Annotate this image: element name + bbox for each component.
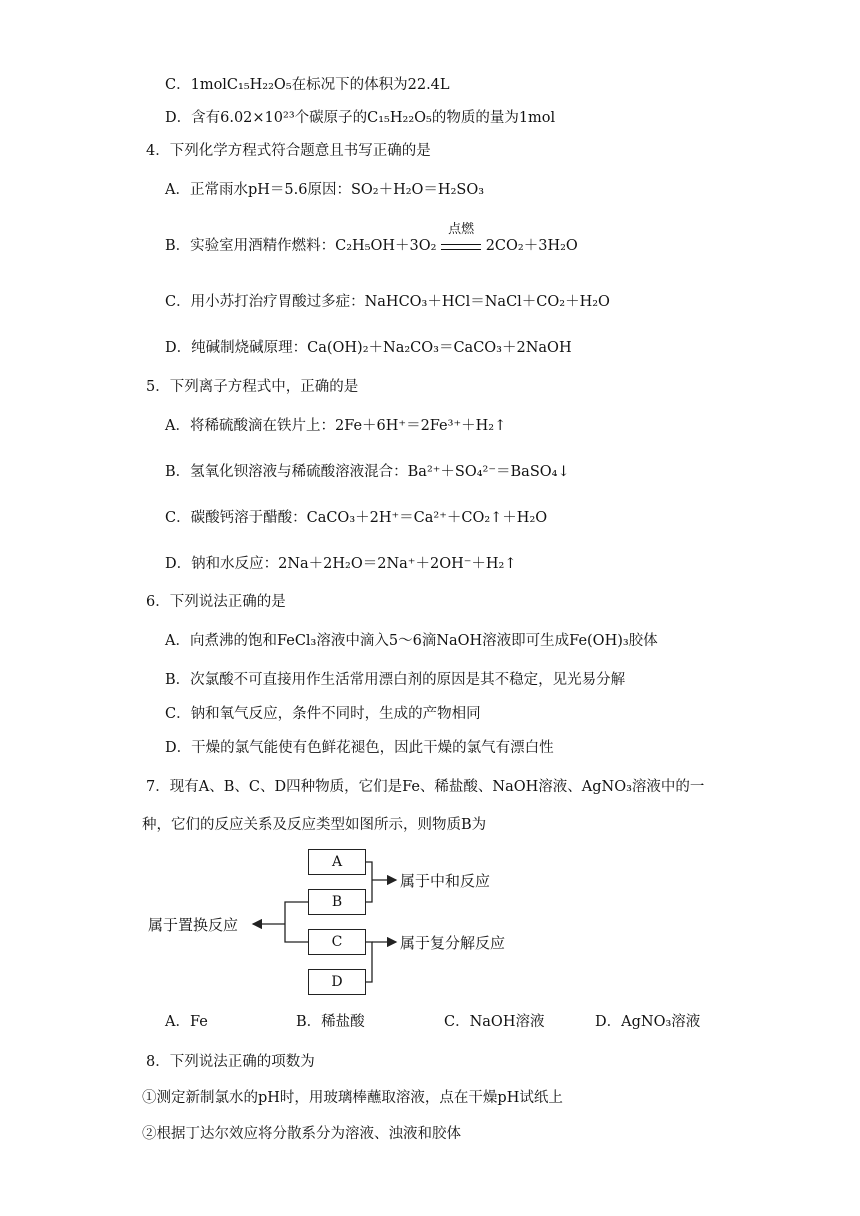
q6-option-b: B．次氯酸不可直接用作生活常用漂白剂的原因是其不稳定，见光易分解 (165, 672, 626, 688)
box-a: A (308, 849, 366, 875)
q8-item-2: ②根据丁达尔效应将分散系分为溶液、浊液和胶体 (142, 1126, 461, 1142)
q6-option-a: A．向煮沸的饱和FeCl₃溶液中滴入5～6滴NaOH溶液即可生成Fe(OH)₃胶体 (165, 633, 658, 649)
label-replacement: 属于置换反应 (148, 916, 239, 934)
q8-item-1: ①测定新制氯水的pH时，用玻璃棒蘸取溶液，点在干燥pH试纸上 (142, 1090, 563, 1106)
q4-option-b-right: 2CO₂＋3H₂O (485, 238, 578, 254)
q5-option-b: B．氢氧化钡溶液与稀硫酸溶液混合：Ba²⁺＋SO₄²⁻＝BaSO₄↓ (165, 464, 570, 480)
q4-option-b-left: B．实验室用酒精作燃料：C₂H₅OH＋3O₂ (165, 238, 437, 254)
q7-option-b: B．稀盐酸 (296, 1014, 365, 1030)
double-equals-sign (441, 244, 481, 250)
q4-stem: 4．下列化学方程式符合题意且书写正确的是 (146, 143, 431, 159)
q7-option-d: D．AgNO₃溶液 (595, 1014, 701, 1030)
q8-stem: 8．下列说法正确的项数为 (146, 1054, 315, 1070)
q5-option-a: A．将稀硫酸滴在铁片上：2Fe＋6H⁺＝2Fe³⁺＋H₂↑ (165, 418, 507, 434)
q5-stem: 5．下列离子方程式中，正确的是 (146, 379, 359, 395)
box-b: B (308, 889, 366, 915)
q6-option-c: C．钠和氧气反应，条件不同时，生成的产物相同 (165, 706, 481, 722)
q4-option-d: D．纯碱制烧碱原理：Ca(OH)₂＋Na₂CO₃＝CaCO₃＋2NaOH (165, 340, 572, 356)
box-d: D (308, 969, 366, 995)
q4-option-a: A．正常雨水pH＝5.6原因：SO₂＋H₂O＝H₂SO₃ (165, 182, 485, 198)
q7-option-c: C．NaOH溶液 (444, 1014, 545, 1030)
q4-option-c: C．用小苏打治疗胃酸过多症：NaHCO₃＋HCl＝NaCl＋CO₂＋H₂O (165, 294, 610, 310)
q6-option-d: D．干燥的氯气能使有色鲜花褪色，因此干燥的氯气有漂白性 (165, 740, 554, 756)
q7-stem-line2: 种，它们的反应关系及反应类型如图所示，则物质B为 (142, 817, 487, 833)
q3-option-c: C．1molC₁₅H₂₂O₅在标况下的体积为22.4L (165, 77, 450, 93)
q5-option-d: D．钠和水反应：2Na＋2H₂O＝2Na⁺＋2OH⁻＋H₂↑ (165, 556, 517, 572)
reaction-diagram (140, 842, 560, 1002)
q3-option-d: D．含有6.02×10²³个碳原子的C₁₅H₂₂O₅的物质的量为1mol (165, 110, 556, 126)
q7-stem-line1: 7．现有A、B、C、D四种物质，它们是Fe、稀盐酸、NaOH溶液、AgNO₃溶液中的一 (146, 779, 705, 795)
q6-stem: 6．下列说法正确的是 (146, 594, 286, 610)
reaction-condition (441, 222, 481, 250)
box-c: C (308, 929, 366, 955)
label-neutralization: 属于中和反应 (400, 872, 491, 890)
q4-option-b (165, 222, 578, 256)
q5-option-c: C．碳酸钙溶于醋酸：CaCO₃＋2H⁺＝Ca²⁺＋CO₂↑＋H₂O (165, 510, 548, 526)
label-double-decomposition: 属于复分解反应 (400, 934, 506, 952)
condition-label: 点燃 (448, 222, 475, 237)
q7-option-a: A．Fe (165, 1014, 208, 1030)
